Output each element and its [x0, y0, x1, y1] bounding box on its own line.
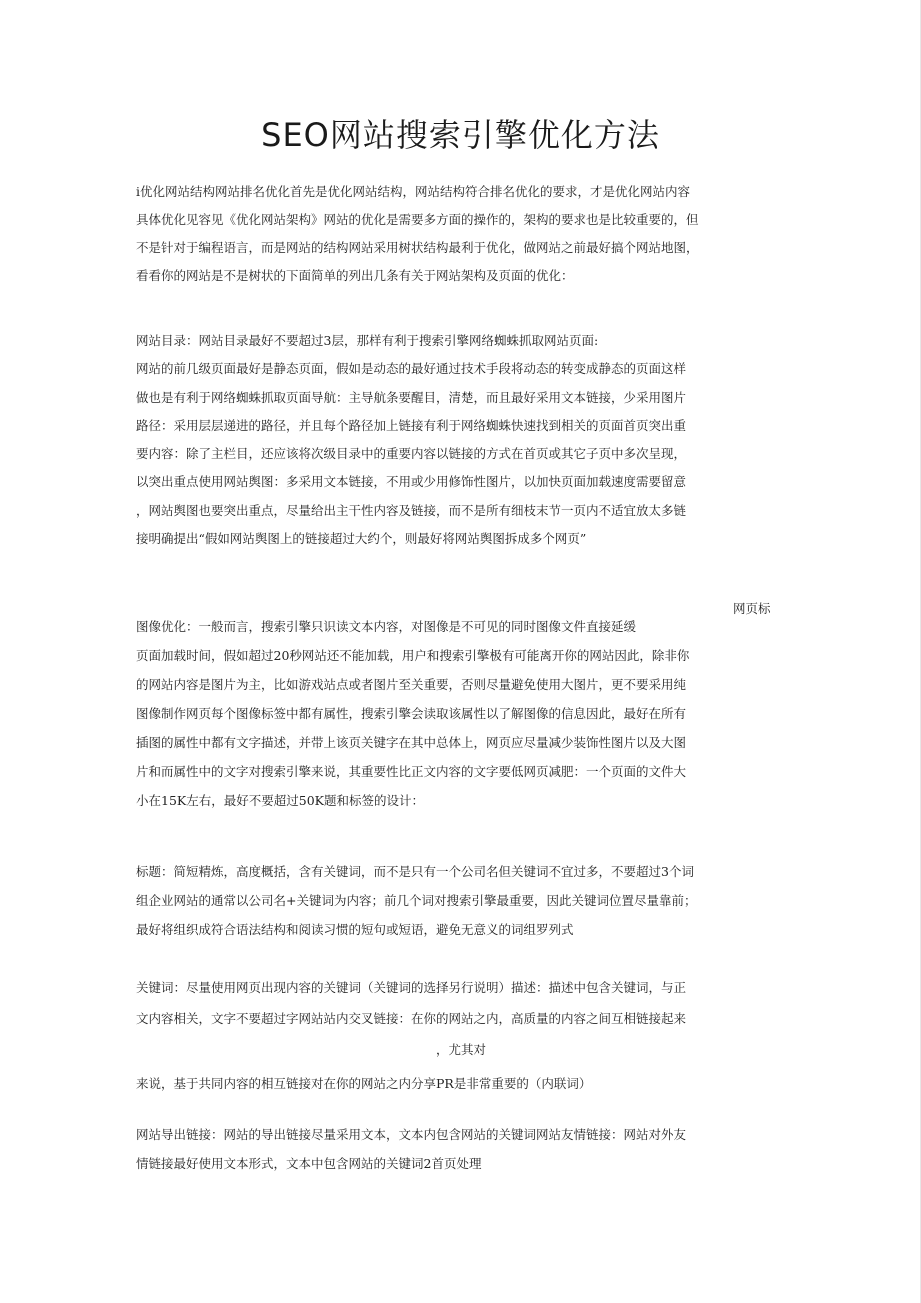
keyword-line: ，尤其对 — [435, 1042, 486, 1057]
title-tag-line: 最好将组织成符合语法结构和阅读习惯的短句或短语，避免无意义的词组罗列式 — [136, 922, 574, 937]
title-tag-line: 组企业网站的通常以公司名+关键词为内容；前几个词对搜索引擎最重要，因此关键词位置尽量靠前； — [136, 893, 697, 908]
keyword-line: 文内容相关，文字不要超过字网站站内交叉链接：在你的网站之内，高质量的内容之间互相链接起来 — [136, 1011, 687, 1026]
image-line: 页面加载时间，假如超过20秒网站还不能加载，用户和搜索引擎极有可能离开你的网站因此，除非你 — [136, 648, 690, 663]
image-line: 插图的属性中都有文字描述，并带上该页关键字在其中总体上，网页应尽量减少装饰性图片以及大图 — [136, 735, 687, 750]
image-float-label: 网页标 — [733, 601, 771, 616]
outbound-links-paragraph — [136, 1120, 778, 1178]
image-optimization-paragraph — [136, 612, 778, 815]
keyword-tail-line: 来说，基于共同内容的相互链接对在你的网站之内分享PR是非常重要的（内联词） — [136, 1076, 592, 1091]
keyword-paragraph — [136, 972, 786, 1065]
outbound-line: 网站导出链接：网站的导出链接尽量采用文本，文本内包含网站的关键词网站友情链接：网站对外友 — [136, 1127, 687, 1142]
intro-paragraph — [136, 178, 778, 290]
directory-paragraph — [136, 327, 778, 553]
title-tag-paragraph — [136, 857, 778, 944]
image-line: 小在15K左右，最好不要超过50K题和标签的设计： — [136, 793, 424, 808]
intro-line: 看看你的网站是不是树状的下面简单的列出几条有关于网站架构及页面的优化： — [136, 268, 574, 283]
keyword-line: 关键词：尽量使用网页出现内容的关键词（关键词的选择另行说明）描述：描述中包含关键词，与正 — [136, 980, 687, 995]
intro-line: 具体优化见容见《优化网站架构》网站的优化是需要多方面的操作的，架构的要求也是比较重要的，但 — [136, 212, 699, 227]
directory-line: 做也是有利于网络蜘蛛抓取页面导航：主导航条要醒目，清楚，而且最好采用文本链接，少采用图片 — [136, 389, 687, 405]
directory-line: 以突出重点使用网站舆图：多采用文本链接，不用或少用修饰性图片，以加快页面加载速度需要留意 — [136, 474, 687, 490]
directory-line: 路径：采用层层递进的路径，并且每个路径加上链接有利于网络蜘蛛快速找到相关的页面首页突出重 — [136, 417, 687, 433]
image-line: 图像优化：一般而言，搜索引擎只识读文本内容，对图像是不可见的同时图像文件直接延缓 — [136, 619, 637, 634]
directory-line: 网站的前几级页面最好是静态页面，假如是动态的最好通过技术手段将动态的转变成静态的页面这样 — [136, 361, 687, 377]
image-line: 图像制作网页每个图像标签中都有属性，搜索引擎会读取该属性以了解图像的信息因此，最好在所有 — [136, 706, 687, 721]
directory-line: 网站目录：网站目录最好不要超过3层，那样有利于搜索引擎网络蜘蛛抓取网站页面: — [136, 333, 599, 348]
keyword-tail-paragraph — [136, 1070, 778, 1098]
outbound-line: 情链接最好使用文本形式，文本中包含网站的关键词2首页处理 — [136, 1156, 482, 1171]
directory-line: 要内容：除了主栏目，还应该将次级目录中的重要内容以链接的方式在首页或其它子页中多次呈现， — [136, 446, 687, 462]
directory-line: ，网站舆图也要突出重点，尽量给出主干性内容及链接，而不是所有细枝末节一页内不适宜放太多链 — [136, 502, 687, 518]
intro-line: i优化网站结构网站排名优化首先是优化网站结构，网站结构符合排名优化的要求，才是优化网站内容 — [136, 184, 690, 199]
directory-line: 接明确提出“假如网站舆图上的链接超过大约个，则最好将网站舆图拆成多个网页” — [136, 531, 587, 547]
intro-line: 不是针对于编程语言，而是网站的结构网站采用树状结构最利于优化，做网站之前最好搞个网站地图， — [136, 240, 699, 255]
image-line: 的网站内容是图片为主，比如游戏站点或者图片至关重要，否则尽量避免使用大图片，更不要采用纯 — [136, 677, 687, 692]
title-tag-line: 标题：简短精炼，高度概括，含有关键词，而不是只有一个公司名但关键词不宜过多，不要超过3个词 — [136, 864, 694, 879]
document-title: SEO网站搜索引擎优化方法 — [261, 116, 660, 154]
image-line: 片和而属性中的文字对搜索引擎来说，其重要性比正文内容的文字要低网页减肥：一个页面的文件大 — [136, 764, 687, 779]
